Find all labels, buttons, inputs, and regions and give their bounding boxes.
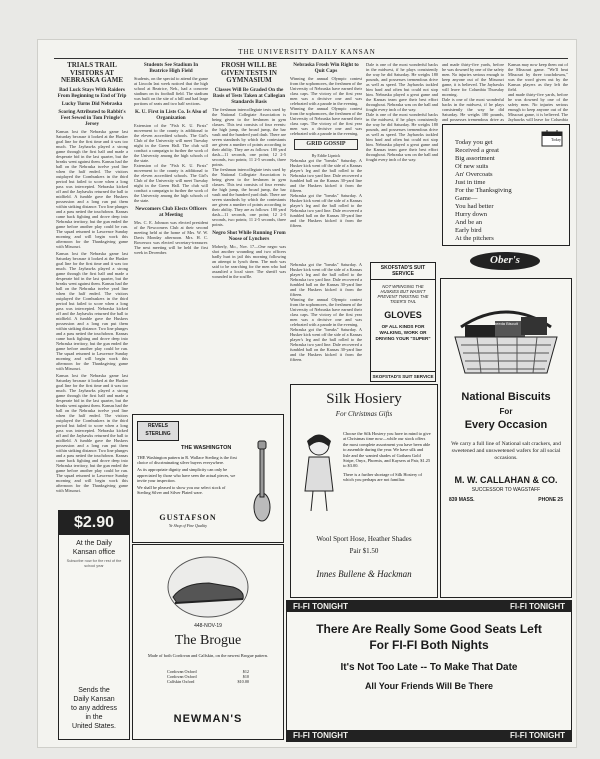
newspaper-page bbox=[38, 40, 576, 747]
ad-body: OF ALL KINDS FOR WALKING, WORK OR DRIVING YOUR "SUPER" bbox=[375, 324, 431, 341]
woman-illustration bbox=[299, 431, 339, 513]
article-body: Kansas lost the Nebraska game last Saturday because it looked at the Husker goal line for the first time and it was too much. The Jayhawks played a strong game through the first half and made a desperate bid in the last quarter, but the breaks went against them. Kansas had the ball on the Nebraska twelve yard line when the half ended. The visitors outplayed the Cornhuskers in the third period but failed to score when a long pass was intercepted. Nebraska kicked off and the Jayhawks returned the ball to midfield. A fumble gave the Huskers possession and a long run put them within striking distance. Two line plunges and a pass netted the touchdown. Kansas came back fighting and drove deep into Nebraska territory, but the gun ended the game before another play could be run. The squad returned to Lawrence Sunday morning and will begin work this afternoon for the Thanksgiving game with Missouri. bbox=[56, 128, 128, 249]
ad-body bbox=[137, 455, 239, 495]
article-subheadline: Bad Luck Stays With Raiders From Beginning to End of Trip bbox=[57, 86, 127, 99]
ad-bottom-lines bbox=[59, 686, 129, 731]
store-name: M. W. CALLAHAN & CO. bbox=[454, 475, 558, 485]
article-headline: Students See Stadium In Beatrice High Field bbox=[143, 62, 199, 74]
article-headline: K. U. First in Lists Co. Is Also of Organization bbox=[135, 109, 207, 121]
calendar-label: Today bbox=[551, 137, 561, 142]
ad-title: SKOFSTAD'S SUIT SERVICE bbox=[371, 263, 435, 280]
biscuit-basket-illustration bbox=[447, 287, 565, 377]
suits-ad-line: You had better bbox=[455, 203, 494, 210]
suits-ad-line: Early bird bbox=[455, 227, 482, 234]
suits-ad-line: Hurry down bbox=[455, 211, 488, 218]
suits-ad-lines bbox=[455, 139, 512, 243]
ad-title: THE WASHINGTON bbox=[181, 445, 232, 451]
grid-gossip-heading: GRID GOSSIP bbox=[294, 139, 358, 150]
article-headline: FROSH WILL BE GIVEN TESTS IN GYMNASIUM bbox=[221, 62, 277, 84]
ad-fineprint: Subscribe now for the rest of the school year bbox=[66, 559, 122, 568]
suits-ad-line: An' Overcoats bbox=[455, 171, 493, 178]
brogue-shoe-ad bbox=[132, 544, 284, 740]
column-1 bbox=[56, 62, 128, 547]
ad-price: Pair $1.50 bbox=[349, 547, 379, 555]
ad-line: Daily Kansan bbox=[73, 696, 115, 703]
article-body: and made thirty-five yards, before he was downed by one of the safety men. No injuries serious enough to keep anyone out of the Missouri game, it is believed. The Jayhawks will leave for Columbia Thursday morning. bbox=[442, 62, 504, 97]
article-body: Nebraska got the "breaks" Saturday. A Husker kick went off the side of a Kansas player's leg and the ball rolled to the Nebraska two yard line. Dale recovered a fumbled ball on the Kansas 30-yard line and the Huskers kicked it from the fifteen. bbox=[290, 193, 362, 228]
banner-text: FI-FI TONIGHT bbox=[510, 731, 565, 740]
ad-line: in the bbox=[85, 714, 103, 721]
store-phone: PHONE 25 bbox=[538, 497, 563, 503]
article-body: Kansas lost the Nebraska game last Saturday because it looked at the Husker goal line for the first time and it was too much. The Jayhawks played a strong game through the first half and made a desperate bid in the last quarter, but the breaks went against them. Kansas had the ball on the Nebraska twelve yard line when the half ended. The visitors outplayed the Cornhuskers in the third period but failed to score when a long pass was intercepted. Nebraska kicked off and the Jayhawks returned the ball to midfield. A fumble gave the Huskers possession and a long run put them within striking distance. Two line plunges and a pass netted the touchdown. Kansas came back fighting and drove deep into Nebraska territory, but the gun ended the game before another play could be run. The squad returned to Lawrence Sunday morning and will begin work this afternoon for the Thanksgiving game with Missouri. bbox=[56, 372, 128, 493]
ad-paragraph: Choose the Silk Hosiery you have in mind to give at Christmas time now—while our stock offers the most complete assortment you have been able to assemble during the year. We have silk and lisle and the wanted shades of Gotham Gold Stripe, Onyx, Phoenix, and Kaysers at Pair, $1.25 to $3.00. bbox=[343, 431, 431, 469]
ad-headline: There Are Really Some Good Seats Left bbox=[316, 622, 542, 636]
article-body: and made thirty-five yards, before he was downed by one of the safety men. No injuries serious enough to keep anyone out of the Missouri game, it is believed. The Jayhawks will leave for Columbia bbox=[508, 92, 568, 122]
article-body: Nebraska got the "breaks" Saturday. A Husker kick went off the side of a Kansas player's leg and the ball rolled to the Nebraska two yard line. Dale recovered a fumbled ball on the Kansas 30-yard line and the Huskers kicked it from the fifteen. bbox=[290, 262, 362, 297]
article-headline: Newcomers Club Elects Officers at Meeting bbox=[135, 206, 207, 218]
article-body: Dale is one of the most wonderful backs in the midwest, if he plays consistently the way he did Saturday. He weighs 180 pounds, and possesses tremendous drive as bbox=[442, 97, 504, 122]
silk-hosiery-ad bbox=[290, 384, 438, 598]
masthead: THE UNIVERSITY DAILY KANSAN bbox=[238, 48, 376, 56]
ad-line: Sends the bbox=[78, 687, 110, 694]
article-subheadline: Lucky Turns Did Nebraska bbox=[61, 100, 123, 107]
article-body: Mrs. C. E. Johnson was elected president of the Newcomers Club at their second meeting held at the home of Mrs. W. W. Davis Monday afternoon. Mrs. H. C. Bowersox was elected secretary-treasurer. The next meeting will be held the first week in December. bbox=[134, 220, 208, 255]
article-body: Winning the annual Olympic contest from the sophomores, the freshmen of the University of Nebraska have earned their class caps. The victory of the first year men was a decisive one and was celebrated with a parade in the evening. bbox=[290, 297, 362, 327]
suits-ad-line: Received a great bbox=[455, 147, 499, 154]
skofstad-ad bbox=[370, 262, 436, 382]
product-code: 448-NOV-19 bbox=[194, 623, 222, 629]
suits-ad bbox=[442, 124, 570, 246]
subscription-ad bbox=[58, 510, 130, 740]
spoon-icon bbox=[251, 439, 273, 534]
ad-title: National Biscuits bbox=[461, 391, 551, 403]
article-headline: Negro Shot While Running From Noose of Lynchers bbox=[212, 229, 286, 242]
ad-product: Wool Sport Hose, Heather Shades bbox=[316, 535, 412, 543]
suits-ad-line: At the pitchers bbox=[455, 235, 494, 242]
ad-line: to any address bbox=[71, 705, 117, 712]
ad-body: We carry a full line of National salt crackers, and sweetened and unsweetened wafers for all social occasions. bbox=[451, 441, 561, 461]
article-body: Moberly, Mo., Nov. 17—One negro was shot another wounding and two officers badly hurt in jail this morning following an attempt to lynch them. The mob was said to be searching for the men who had assaulted a local store. The sheriff was wounded in the scuffle. bbox=[212, 243, 286, 279]
article-body: Kansas lost the Nebraska game last Saturday because it looked at the Husker goal line for the first time and it was too much. The Jayhawks played a strong game through the first half and made a desperate bid in the last quarter, but the breaks went against them. Kansas had the ball on the Nebraska twelve yard line when the half ended. The visitors outplayed the Cornhuskers in the third period but failed to score when a long pass was intercepted. Nebraska kicked off and the Jayhawks returned the ball to midfield. A fumble gave the Huskers possession and a long run put them within striking distance. Two line plunges and a pass netted the touchdown. Kansas came back fighting and drove deep into Nebraska territory, but the gun ended the game before another play could be run. The squad returned to Lawrence Sunday morning and will begin work this afternoon for the Thanksgiving game with Missouri. bbox=[56, 250, 128, 371]
article-body: Dale is one of the most wonderful backs in the midwest, if he plays consistently the way he did Saturday. He weighs 180 pounds, and possesses tremendous drive as well as speed. The Jayhawks tackled him hard and often but could not stop him. Nebraska played a great game and the Kansas team gave their best effort throughout. Nebraska was on the ball and fought every inch of the way. bbox=[366, 112, 438, 162]
article-headline: Nebraska Frosh Win Right to Quit Caps bbox=[293, 62, 359, 74]
masthead-rule bbox=[54, 58, 568, 59]
column-2 bbox=[134, 62, 208, 412]
price-item: Calfskin Oxford bbox=[167, 679, 195, 684]
article-body: Extension of the "Fish K. U. Firsts" movement to the county is additional to the eleven accredited schools. The Girl's Club of the University will meet Tuesday night in the Green Hall. The club will conduct a campaign to further the work of the University among the high schools of the state. bbox=[134, 163, 208, 203]
obers-logo: Ober's bbox=[470, 252, 540, 270]
ad-title: For bbox=[499, 407, 513, 416]
article-body: Extension of the "Fish K. U. Firsts" movement to the county is additional to the eleven accredited schools. The Girl's Club of the University will meet Tuesday night in the Green Hall. The club will conduct a campaign to further the work of the University among the high schools of the state. bbox=[134, 123, 208, 163]
ad-headline: For FI-FI Both Nights bbox=[369, 638, 489, 652]
store-slogan: Ye Shop of Fine Quality bbox=[168, 523, 208, 528]
ad-line: At the Daily bbox=[76, 540, 112, 547]
ad-paragraph: As its appropriate dignity and simplicity can only be appreciated by those who have seen the actual pieces, we invite your inspection. bbox=[137, 467, 236, 483]
price-list bbox=[167, 669, 249, 684]
banner-text: FI-FI TONIGHT bbox=[293, 602, 348, 611]
store-name: GUSTAFSON bbox=[159, 513, 217, 522]
brand-label: Uneeda Biscuit bbox=[491, 321, 518, 326]
ad-body bbox=[343, 431, 431, 483]
ad-body: Made of both Cordovan and Calfskin, on the newest Brogue pattern. bbox=[147, 653, 269, 658]
ad-tagline: NOT WRINGING THE HUSKIES BUT WASN'T PREVENT TWISTING THE TIGER'S TAIL bbox=[377, 284, 429, 304]
article-body: Dale is one of the most wonderful backs in the midwest, if he plays consistently the way he did Saturday. He weighs 180 pounds, and possesses tremendous drive as well as speed. The Jayhawks tackled him hard and often but could not stop him. Nebraska played a great game and the Kansas team gave their best effort throughout. Nebraska was on the ball and fought every inch of the way. bbox=[366, 62, 438, 112]
ad-footer: SKOFSTAD'S SUIT SERVICE bbox=[371, 371, 435, 381]
byline: By Eddie Lipnick bbox=[311, 153, 341, 158]
ad-line: All Your Friends Will Be There bbox=[364, 681, 494, 691]
brand-logo: REVELS STERLING bbox=[137, 421, 179, 441]
store-name: Innes Bullene & Hackman bbox=[316, 569, 412, 579]
bottom-banner bbox=[287, 730, 571, 741]
top-banner bbox=[287, 601, 571, 612]
ad-title: The Brogue bbox=[174, 633, 242, 648]
article-subheadline: Scoring Attributed to Rabbit's Feet Sewed in Tom Pringle's Jersey bbox=[58, 108, 126, 127]
suits-ad-line: Big assortment bbox=[455, 155, 495, 162]
column-5 bbox=[366, 62, 438, 262]
suits-ad-line: And be an bbox=[455, 219, 483, 226]
price: $2.90 bbox=[59, 511, 129, 535]
article-body: Kansas may now keep them out of the Missouri game. "We'll beat Missouri by three touchdowns," was the word given out by the Kansas players as they left the field. bbox=[508, 62, 568, 92]
ad-gloves: GLOVES bbox=[384, 310, 422, 320]
ad-line: It's Not Too Late -- To Make That Date bbox=[340, 662, 518, 673]
banner-text: FI-FI TONIGHT bbox=[510, 602, 565, 611]
column-7 bbox=[508, 62, 568, 122]
suits-ad-line: Just in time bbox=[455, 179, 486, 186]
price-value: $10 bbox=[242, 674, 249, 679]
fifi-ad bbox=[286, 600, 572, 742]
suits-ad-line: Of new suits bbox=[455, 163, 489, 170]
article-body: Nebraska got the "breaks" Saturday. A Husker kick went off the side of a Kansas player's leg and the ball rolled to the Nebraska two yard line. Dale recovered a fumbled ball on the Kansas 30-yard line and the Huskers kicked it from the fifteen. bbox=[290, 158, 362, 193]
article-body: The freshman intercollegiate tests used by the National Collegiate Association is being given to the freshmen in gym classes. This test consists of four events: the high jump, the broad jump, the bar vault and the hundred yard dash. There are seven standards by which the contestants are given a number of points according to their ability. They are as follows: 100 yard dash—11 seconds, one point; 12 2-5 seconds, two points; 11 2-5 seconds, three points. bbox=[212, 106, 286, 167]
ad-title: Silk Hosiery bbox=[326, 391, 402, 407]
banner-text: FI-FI TONIGHT bbox=[293, 731, 348, 740]
national-biscuit-ad bbox=[440, 278, 572, 598]
store-address: 839 MASS. bbox=[449, 497, 475, 503]
column-4 bbox=[290, 62, 362, 262]
price-value: $12 bbox=[242, 669, 249, 674]
store-subtitle: SUCCESSOR TO WAGSTAFF bbox=[471, 487, 541, 493]
price-row bbox=[167, 679, 249, 684]
suits-ad-line: Game— bbox=[455, 195, 478, 202]
ad-subtitle: For Christmas Gifts bbox=[335, 410, 393, 418]
article-headline: TRIALS TRAIL VISITORS AT NEBRASKA GAME bbox=[60, 62, 124, 84]
suits-ad-line: Today you get bbox=[455, 139, 493, 146]
ad-paragraph: There is a further shortage of Silk Hosiery of which you perhaps are not familiar. bbox=[343, 471, 423, 483]
price-item: Cordovan Oxford bbox=[167, 674, 197, 679]
obers-ad bbox=[442, 246, 568, 278]
price-value: $10.00 bbox=[237, 679, 249, 684]
article-body: Nebraska got the "breaks" Saturday. A Husker kick went off the side of a Kansas player's leg and the ball rolled to the Nebraska two yard line. Dale recovered a fumbled ball on the Kansas 30-yard line and the Huskers kicked it from the fifteen. bbox=[290, 327, 362, 362]
column-6 bbox=[442, 62, 504, 122]
suits-ad-line: For the Thanksgiving bbox=[455, 187, 512, 194]
article-body: Students, on the special to attend the game at Lincoln last week noticed that the high school at Beatrice, Neb., had a concrete stadium on its football field. The stadium was built on the site of a hill and had large portions of seats and two half sections. bbox=[134, 76, 208, 106]
ad-paragraph: THE Washington pattern in R. Wallace Sterling is the first choice of discriminating silver buyers everywhere. bbox=[137, 455, 237, 466]
ad-paragraph: We shall be pleased to show you our select stock of Sterling Silver and Silver Plated ware. bbox=[137, 485, 226, 496]
article-body: Winning the annual Olympic contest from the sophomores, the freshmen of the University of Nebraska have earned their class caps. The victory of the first year men was a decisive one and was celebrated with a parade in the evening. bbox=[290, 106, 362, 136]
price-item: Cordovan Oxford bbox=[167, 669, 197, 674]
ad-line: Kansan office bbox=[72, 549, 116, 556]
store-name: NEWMAN'S bbox=[173, 713, 243, 725]
shoe-illustration bbox=[163, 553, 253, 623]
ad-line: United States. bbox=[72, 723, 116, 730]
column-3 bbox=[212, 62, 286, 412]
column-4-lower bbox=[290, 262, 362, 382]
washington-silver-ad bbox=[132, 414, 284, 543]
article-body: The freshman intercollegiate tests used by the National Collegiate Association is being given to the freshmen in gym classes. This test consists of four events: the high jump, the broad jump, the bar vault and the hundred yard dash. There are seven standards by which the contestants are given a number of points according to their ability. They are as follows: 100 yard dash—11 seconds, one point; 12 2-5 seconds, two points; 11 2-5 seconds, three points. bbox=[212, 166, 286, 227]
article-body: Winning the annual Olympic contest from the sophomores, the freshmen of the University of Nebraska have earned their class caps. The victory of the first year men was a decisive one and was celebrated with a parade in the evening. bbox=[290, 76, 362, 106]
ad-title: Every Occasion bbox=[464, 419, 548, 431]
article-subheadline: Classes Will Be Graded On the Basis of Tests Taken at Callegian Standards Basis bbox=[212, 86, 286, 105]
